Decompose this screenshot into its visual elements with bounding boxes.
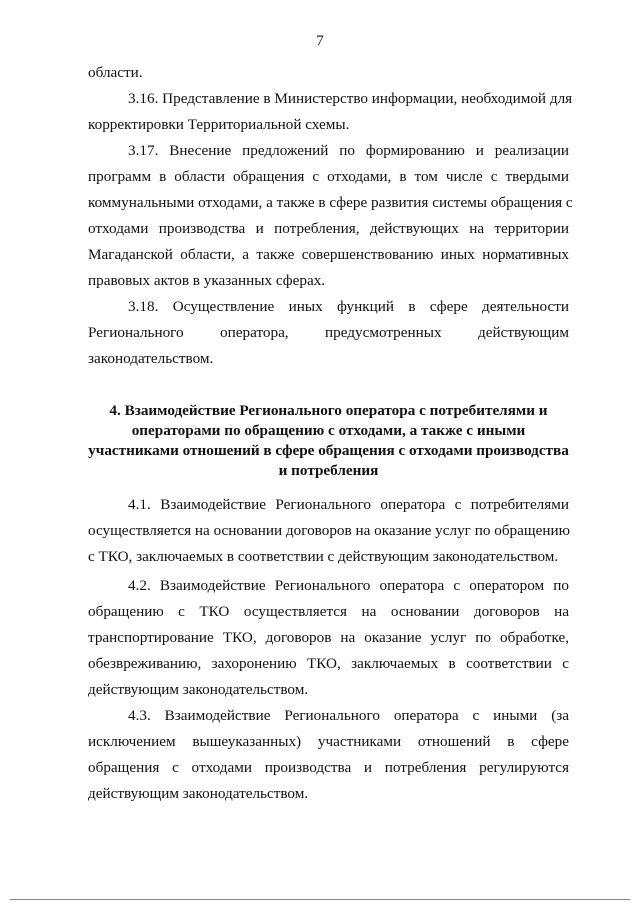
scan-edge-line (10, 899, 630, 900)
text-line: отходами производства и потребления, действующих на территории (88, 220, 569, 237)
text-line: области. (88, 64, 143, 81)
text-line: 4.3. Взаимодействие Регионального оператора с иными (за (128, 707, 569, 724)
text-line: законодательством. (88, 350, 214, 367)
heading-line: и потребления (278, 462, 379, 479)
text-line: действующим законодательством. (88, 681, 309, 698)
paragraph-3-17 (88, 138, 573, 294)
text-line: исключением вышеуказанных) участниками отношений в сфере (88, 733, 569, 750)
paragraph-3-18 (88, 294, 569, 372)
page-number: 7 (316, 33, 324, 49)
heading-line: 4. Взаимодействие Регионального оператора с потребителями и (109, 402, 548, 419)
text-line: 4.2. Взаимодействие Регионального оператора с оператором по (128, 577, 569, 594)
heading-line: участниками отношений в сфере обращения с отходами производства (88, 442, 569, 459)
text-line: обезвреживанию, захоронению ТКО, заключаемых в соответствии с (88, 655, 569, 672)
paragraph-continuation (88, 60, 569, 86)
text-line: действующим законодательством. (88, 785, 309, 802)
text-line: 4.1. Взаимодействие Регионального оператора с потребителями (128, 496, 569, 513)
text-line: программ в области обращения с отходами, в том числе с твердыми (88, 168, 569, 185)
heading-line: операторами по обращению с отходами, а также с иными (131, 422, 526, 439)
paragraph-4-1 (88, 492, 569, 570)
section-4-heading (88, 401, 569, 481)
text-line: с ТКО, заключаемых в соответствии с действующим законодательством. (88, 548, 559, 565)
text-line: обращения с отходами производства и потребления регулируются (88, 759, 569, 776)
paragraph-3-16 (88, 86, 573, 138)
text-line: Магаданской области, а также совершенствованию иных нормативных (88, 246, 569, 263)
paragraph-4-3 (88, 703, 569, 807)
text-line: Регионального оператора, предусмотренных действующим (88, 324, 569, 341)
text-line: 3.16. Представление в Министерство информации, необходимой для (128, 90, 573, 107)
text-line: правовых актов в указанных сферах. (88, 272, 326, 289)
text-line: 3.17. Внесение предложений по формированию и реализации (128, 142, 569, 159)
paragraph-4-2 (88, 573, 569, 703)
text-line: транспортирование ТКО, договоров на оказание услуг по обработке, (88, 629, 569, 646)
text-line: осуществляется на основании договоров на оказание услуг по обращению (88, 522, 570, 539)
text-line: коммунальными отходами, а также в сфере развития системы обращения с (88, 194, 573, 211)
text-line: корректировки Территориальной схемы. (88, 116, 350, 133)
text-line: обращению с ТКО осуществляется на основании договоров на (88, 603, 569, 620)
text-line: 3.18. Осуществление иных функций в сфере деятельности (128, 298, 569, 315)
